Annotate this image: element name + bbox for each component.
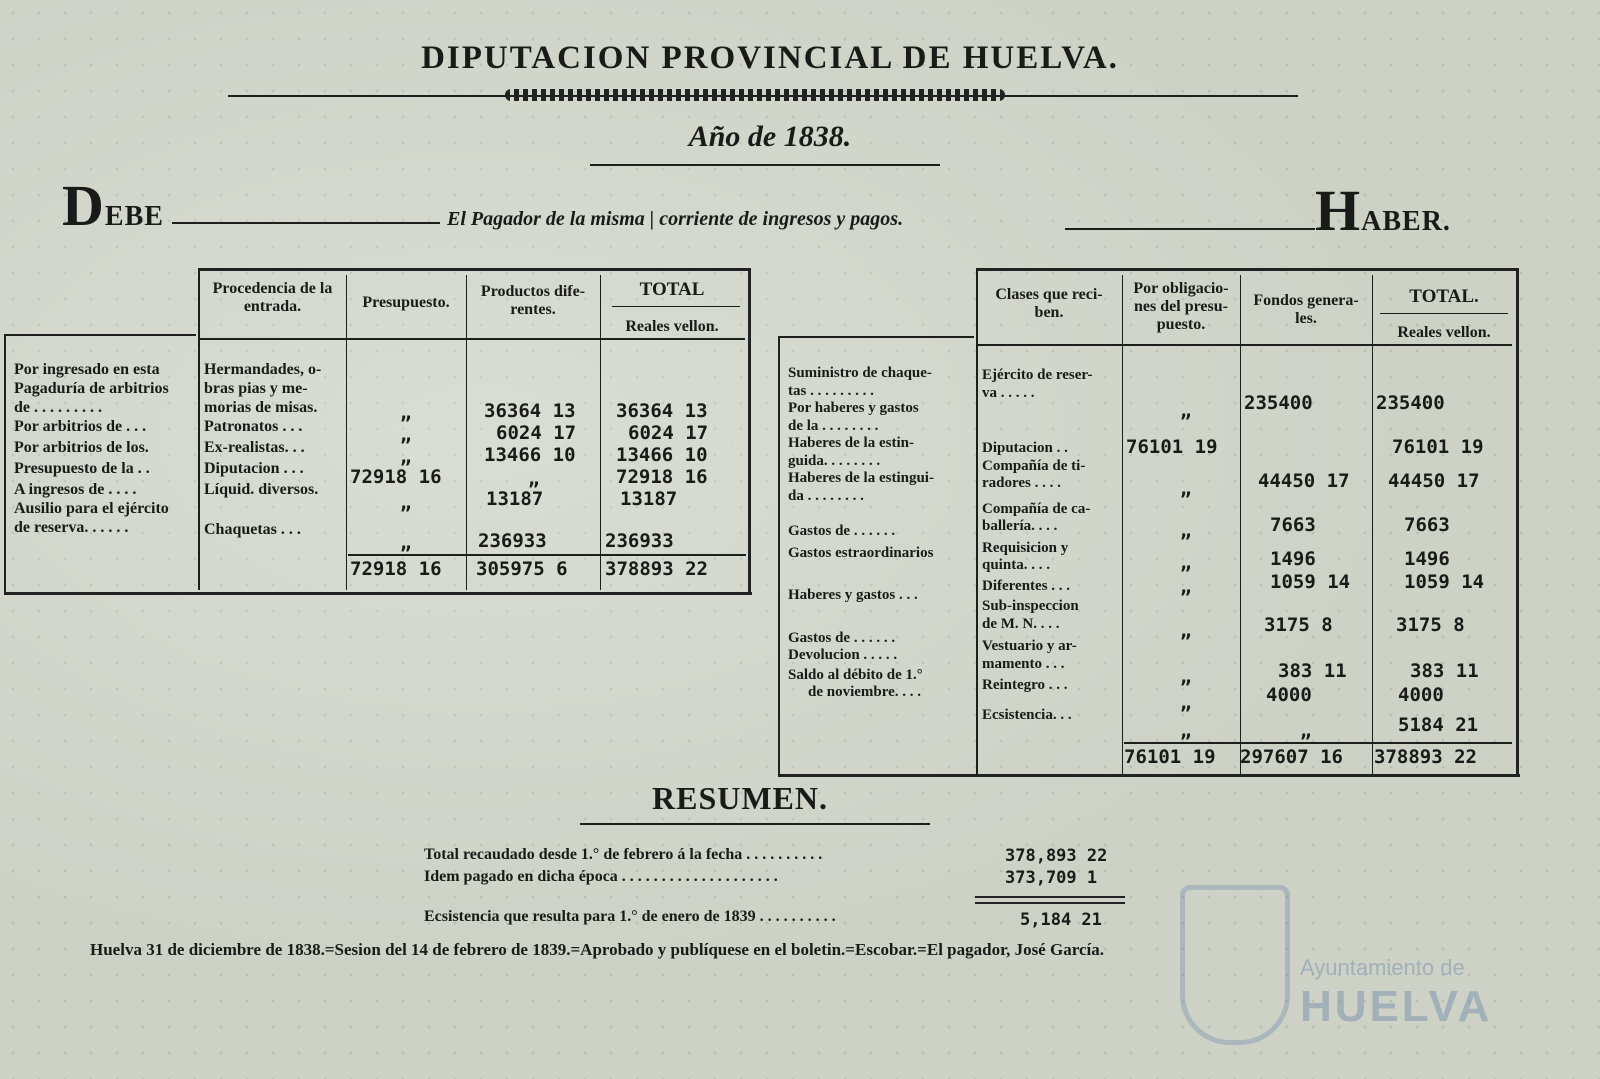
haber-cell: 1496 — [1270, 548, 1316, 570]
debe-cell: 72918 16 — [350, 466, 442, 488]
procedencia-item: bras pias y me- — [204, 380, 308, 397]
haber-label: Saldo al débito de 1.° — [788, 666, 923, 683]
debe-total-total: 378893 22 — [605, 558, 708, 580]
haber-label: da . . . . . . . . — [788, 487, 864, 504]
haber-cell: „ — [1180, 552, 1192, 574]
haber-label: Haberes de la estin- — [788, 435, 914, 451]
haber-total-total: 378893 22 — [1374, 746, 1477, 768]
clase-item: Ejército de reser- — [982, 367, 1093, 383]
debe-rule — [172, 222, 440, 224]
debe-label: Por arbitrios de los. — [14, 439, 149, 456]
haber-label: Gastos de . . . . . . — [788, 629, 896, 646]
resumen-value-1: 378,893 22 — [1005, 846, 1108, 866]
clase-item: Compañía de ca- — [982, 500, 1091, 517]
haber-col-line-4 — [1372, 275, 1373, 774]
debe-procedencia-col — [204, 360, 346, 539]
haber-label: de noviembre. . . . — [808, 684, 922, 700]
haber-label-line — [780, 336, 974, 338]
debe-cell: 13466 10 — [484, 444, 576, 466]
haber-cell: 1059 14 — [1270, 571, 1351, 593]
debe-cell: 6024 17 — [496, 422, 577, 444]
debe-total-presupuesto: 72918 16 — [350, 558, 442, 580]
haber-col-line-3 — [1240, 275, 1241, 774]
haber-label: Por haberes y gastos — [788, 400, 919, 416]
haber-col-line-2 — [1122, 275, 1123, 774]
haber-cell: 1059 14 — [1404, 571, 1485, 593]
haber-heading — [1315, 177, 1451, 244]
haber-label: tas . . . . . . . . . — [788, 382, 874, 399]
haber-cell: „ — [1180, 692, 1192, 714]
resumen-value-2: 373,709 1 — [1005, 868, 1098, 888]
year-rule — [590, 164, 940, 166]
haber-cell: 3175 8 — [1396, 614, 1465, 636]
haber-label: guida. . . . . . . . — [788, 452, 881, 469]
debe-header-line — [200, 338, 745, 340]
pagador-line — [447, 208, 903, 231]
debe-cell: „ — [528, 468, 540, 490]
clase-item: Compañía de ti- — [982, 457, 1086, 474]
haber-labels — [788, 365, 974, 702]
haber-cell: „ — [1300, 720, 1312, 742]
haber-cell: 7663 — [1404, 514, 1450, 536]
haber-cell: 76101 19 — [1126, 436, 1218, 458]
haber-cell: „ — [1180, 520, 1192, 542]
pagador-separator: | — [649, 208, 655, 230]
debe-cell: „ — [400, 492, 412, 514]
debe-label: Presupuesto de la . . — [14, 460, 150, 477]
debe-label: Ausilio para el ejército — [14, 500, 169, 517]
debe-col-line-4 — [600, 275, 601, 590]
resumen-line-3: Ecsistencia que resulta para 1.° de enero de 1839 . . . . . . . . . . — [424, 908, 836, 925]
haber-rest: ABER. — [1361, 206, 1451, 237]
procedencia-item: Patronatos . . . — [204, 418, 303, 435]
title-ornament — [505, 89, 1005, 101]
haber-cell: 383 11 — [1410, 660, 1479, 682]
debe-cell: 36364 13 — [616, 400, 708, 422]
debe-heading — [62, 172, 164, 239]
clase-item: Requisicion y — [982, 539, 1069, 556]
debe-total-productos: 305975 6 — [476, 558, 568, 580]
debe-label: de reserva. . . . . . — [14, 519, 129, 536]
haber-label: Haberes y gastos . . . — [788, 587, 918, 603]
haber-cell: „ — [1180, 478, 1192, 500]
document-title: DIPUTACION PROVINCIAL DE HUELVA. — [421, 40, 1119, 76]
haber-total-fondos: 297607 16 — [1240, 746, 1343, 768]
clase-item: va . . . . . — [982, 384, 1035, 401]
haber-label: Gastos de . . . . . . — [788, 523, 896, 539]
haber-cell: 4000 — [1398, 684, 1444, 706]
debe-label: A ingresos de . . . . — [14, 481, 137, 498]
haber-cell: 76101 19 — [1392, 436, 1484, 458]
haber-header-clases: Clases que reci- ben. — [995, 286, 1103, 321]
haber-total-obligaciones: 76101 19 — [1124, 746, 1216, 768]
resumen-value-3: 5,184 21 — [1020, 910, 1102, 930]
clase-item: Ecsistencia. . . — [982, 706, 1072, 723]
procedencia-item: Hermandades, o- — [204, 361, 322, 378]
clase-item: Reintegro . . . — [982, 677, 1068, 693]
resumen-double-rule — [975, 896, 1125, 904]
haber-cell: 1496 — [1404, 548, 1450, 570]
resumen-title: RESUMEN. — [651, 780, 828, 816]
clase-item: de M. N. . . . — [982, 615, 1060, 632]
procedencia-item: morias de misas. — [204, 399, 318, 416]
procedencia-item: Chaquetas . . . — [204, 521, 301, 538]
resumen-line-1: Total recaudado desde 1.° de febrero á la fecha . . . . . . . . . . — [424, 846, 823, 863]
debe-header-procedencia: Procedencia de la entrada. — [212, 280, 333, 315]
debe-label: de . . . . . . . . . — [14, 399, 102, 416]
debe-initial: D — [62, 173, 105, 238]
procedencia-item: Líquid. diversos. — [204, 481, 319, 498]
haber-rule — [1065, 228, 1315, 230]
procedencia-item: Diputacion . . . — [204, 460, 304, 477]
haber-cell: 235400 — [1376, 392, 1445, 414]
haber-label: Haberes de la estingui- — [788, 470, 934, 486]
clase-item: Diferentes . . . — [982, 577, 1071, 594]
clase-item: quinta. . . . — [982, 557, 1050, 573]
haber-label: de la . . . . . . . . — [788, 417, 879, 434]
debe-cell: 6024 17 — [628, 422, 709, 444]
clase-item: mamento . . . — [982, 655, 1065, 672]
debe-labels — [14, 360, 198, 537]
debe-sum-rule — [348, 554, 746, 556]
debe-cell: 236933 — [478, 530, 547, 552]
debe-col-line-3 — [466, 275, 467, 590]
haber-total-rule — [1380, 313, 1508, 314]
haber-cell: 4000 — [1266, 684, 1312, 706]
watermark-shield-icon — [1180, 885, 1290, 1045]
watermark-line-2: HUELVA — [1300, 982, 1493, 1031]
debe-header-productos: Productos dife- rentes. — [480, 283, 586, 318]
haber-header-fondos: Fondos genera- les. — [1253, 292, 1359, 327]
haber-cell: „ — [1180, 720, 1192, 742]
debe-cell: 13187 — [486, 488, 544, 510]
clase-item: Vestuario y ar- — [982, 638, 1077, 654]
haber-label: Suministro de chaque- — [788, 365, 932, 381]
debe-total-rule — [612, 306, 740, 307]
haber-label: Gastos estraordinarios — [788, 544, 934, 561]
debe-cell: „ — [400, 402, 412, 424]
haber-cell: 383 11 — [1278, 660, 1347, 682]
haber-header-total: TOTAL. — [1409, 286, 1479, 307]
resumen-rule — [580, 823, 930, 825]
haber-header-line — [978, 344, 1512, 346]
debe-header-total: TOTAL — [639, 279, 705, 300]
pagador-text-2: corriente de ingresos y pagos. — [659, 208, 904, 230]
debe-label: Por ingresado en esta — [14, 361, 160, 378]
watermark-line-1: Ayuntamiento de — [1300, 955, 1465, 980]
haber-cell: 44450 17 — [1258, 470, 1350, 492]
haber-cell: „ — [1180, 666, 1192, 688]
haber-cell: „ — [1180, 576, 1192, 598]
haber-header-obligaciones: Por obligacio- nes del presu- puesto. — [1133, 280, 1229, 333]
debe-cell: „ — [400, 532, 412, 554]
debe-label: Por arbitrios de . . . — [14, 418, 147, 435]
haber-cell: 3175 8 — [1264, 614, 1333, 636]
clase-item: radores . . . . — [982, 475, 1061, 491]
clase-item: Diputacion . . — [982, 440, 1068, 456]
haber-header-total-sub: Reales vellon. — [1397, 324, 1491, 341]
haber-clases-col — [982, 367, 1122, 724]
haber-cell: 7663 — [1270, 514, 1316, 536]
debe-cell: 13466 10 — [616, 444, 708, 466]
haber-label: Devolucion . . . . . — [788, 647, 898, 663]
debe-label: Pagaduría de arbitrios — [14, 380, 169, 397]
haber-cell: „ — [1180, 620, 1192, 642]
haber-initial: H — [1315, 178, 1362, 243]
debe-header-total-sub: Reales vellon. — [625, 318, 719, 335]
debe-cell: „ — [400, 446, 412, 468]
clase-item: ballería. . . . — [982, 518, 1058, 534]
document-year: Año de 1838. — [688, 120, 852, 153]
debe-label-line — [6, 334, 196, 336]
haber-cell: 44450 17 — [1388, 470, 1480, 492]
debe-cell: 236933 — [605, 530, 674, 552]
resumen-line-2: Idem pagado en dicha época . . . . . . . . . . . . . . . . . . . . — [424, 868, 778, 885]
debe-header-presupuesto: Presupuesto. — [362, 294, 450, 311]
debe-cell: 13187 — [620, 488, 678, 510]
debe-col-line-2 — [346, 275, 347, 590]
haber-cell: 235400 — [1244, 392, 1313, 414]
footer-signature: Huelva 31 de diciembre de 1838.=Sesion del 14 de febrero de 1839.=Aprobado y publíquese en el boletin.=Escobar.=El pagador, José García. — [90, 940, 1104, 959]
debe-col-line-1 — [198, 268, 200, 590]
debe-cell: 72918 16 — [616, 466, 708, 488]
clase-item: Sub-inspeccion — [982, 598, 1079, 614]
pagador-text: El Pagador de la misma — [447, 208, 645, 230]
haber-cell: 5184 21 — [1398, 714, 1479, 736]
procedencia-item: Ex-realistas. . . — [204, 439, 305, 456]
procedencia-item — [204, 499, 346, 518]
haber-cell: „ — [1180, 400, 1192, 422]
debe-cell: „ — [400, 424, 412, 446]
haber-sum-rule — [1124, 742, 1512, 744]
debe-cell: 36364 13 — [484, 400, 576, 422]
debe-rest: EBE — [104, 201, 164, 232]
